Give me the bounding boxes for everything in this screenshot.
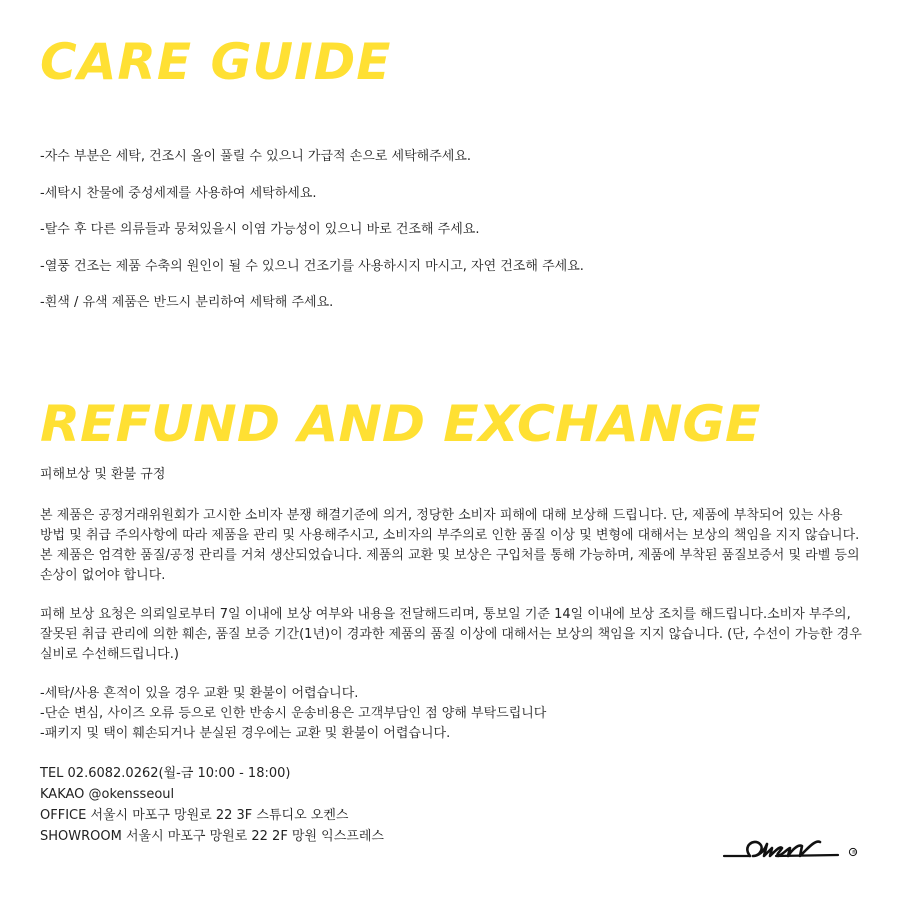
signature-logo-icon bbox=[720, 826, 860, 866]
refund-paragraph: 본 제품은 공정거래위원회가 고시한 소비자 분쟁 해결기준에 의거, 정당한 소비자 피해에 대해 보상해 드립니다. 단, 제품에 부착되어 있는 사용 방법 및 취급 주의사항에 따라 제품을 관리 및 사용해주시고, 소비자의 부주의로 인한 품질 이상 및 변형에 대해서는 보상의 책임을 지지 않습니다. 본 제품은 엄격한 품질/공정 관리를 거쳐 생산되었습니다. 제품의 교환 및 보상은 구입처를 통해 가능하며, 제품에 부착된 품질보증서 및 라벨 등의 손상이 없어야 합니다. bbox=[40, 508, 860, 583]
policy-item: -단순 변심, 사이즈 오류 등으로 인한 반송시 운송비용은 고객부담인 점 양해 부탁드립니다 bbox=[40, 706, 547, 721]
care-item: -열풍 건조는 제품 수축의 원인이 될 수 있으니 건조기를 사용하시지 마시고, 자연 건조해 주세요. bbox=[40, 258, 584, 274]
care-guide-title: CARE GUIDE bbox=[40, 33, 392, 91]
care-item: -흰색 / 유색 제품은 반드시 분리하여 세탁해 주세요. bbox=[40, 295, 334, 310]
care-item: -세탁시 찬물에 중성세제를 사용하여 세탁하세요. bbox=[40, 185, 317, 201]
care-guide-list bbox=[40, 147, 860, 330]
contact-kakao: KAKAO @okensseoul bbox=[40, 787, 175, 802]
refund-paragraph: 피해 보상 요청은 의뢰일로부터 7일 이내에 보상 여부와 내용을 전달해드리며, 통보일 기준 14일 이내에 보상 조치를 해드립니다.소비자 부주의, 잘못된 취급 관리에 의한 훼손, 품질 보증 기간(1년)이 경과한 제품의 품질 이상에 대해서는 보상의 책임을 지지 않습니다. (단, 수선이 가능한 경우 실비로 수선해드립니다.) bbox=[40, 607, 862, 662]
policy-item: -세탁/사용 흔적이 있을 경우 교환 및 환불이 어렵습니다. bbox=[40, 686, 359, 701]
contact-showroom: SHOWROOM 서울시 마포구 망원로 22 2F 망원 익스프레스 bbox=[40, 829, 384, 844]
refund-exchange-title: REFUND AND EXCHANGE bbox=[40, 395, 761, 453]
policy-item: -패키지 및 택이 훼손되거나 분실된 경우에는 교환 및 환불이 어렵습니다. bbox=[40, 726, 451, 741]
registered-mark: ® bbox=[851, 850, 857, 856]
policy-list bbox=[40, 684, 870, 744]
refund-section bbox=[40, 465, 870, 847]
contact-tel: TEL 02.6082.0262(월-금 10:00 - 18:00) bbox=[40, 766, 291, 781]
contact-office: OFFICE 서울시 마포구 망원로 22 3F 스튜디오 오켄스 bbox=[40, 808, 349, 823]
care-item: -탈수 후 다른 의류들과 뭉쳐있을시 이염 가능성이 있으니 바로 건조해 주세요. bbox=[40, 222, 480, 237]
refund-subtitle: 피해보상 및 환불 규정 bbox=[40, 467, 166, 482]
care-item: -자수 부분은 세탁, 건조시 올이 풀릴 수 있으니 가급적 손으로 세탁해주세요. bbox=[40, 149, 472, 164]
